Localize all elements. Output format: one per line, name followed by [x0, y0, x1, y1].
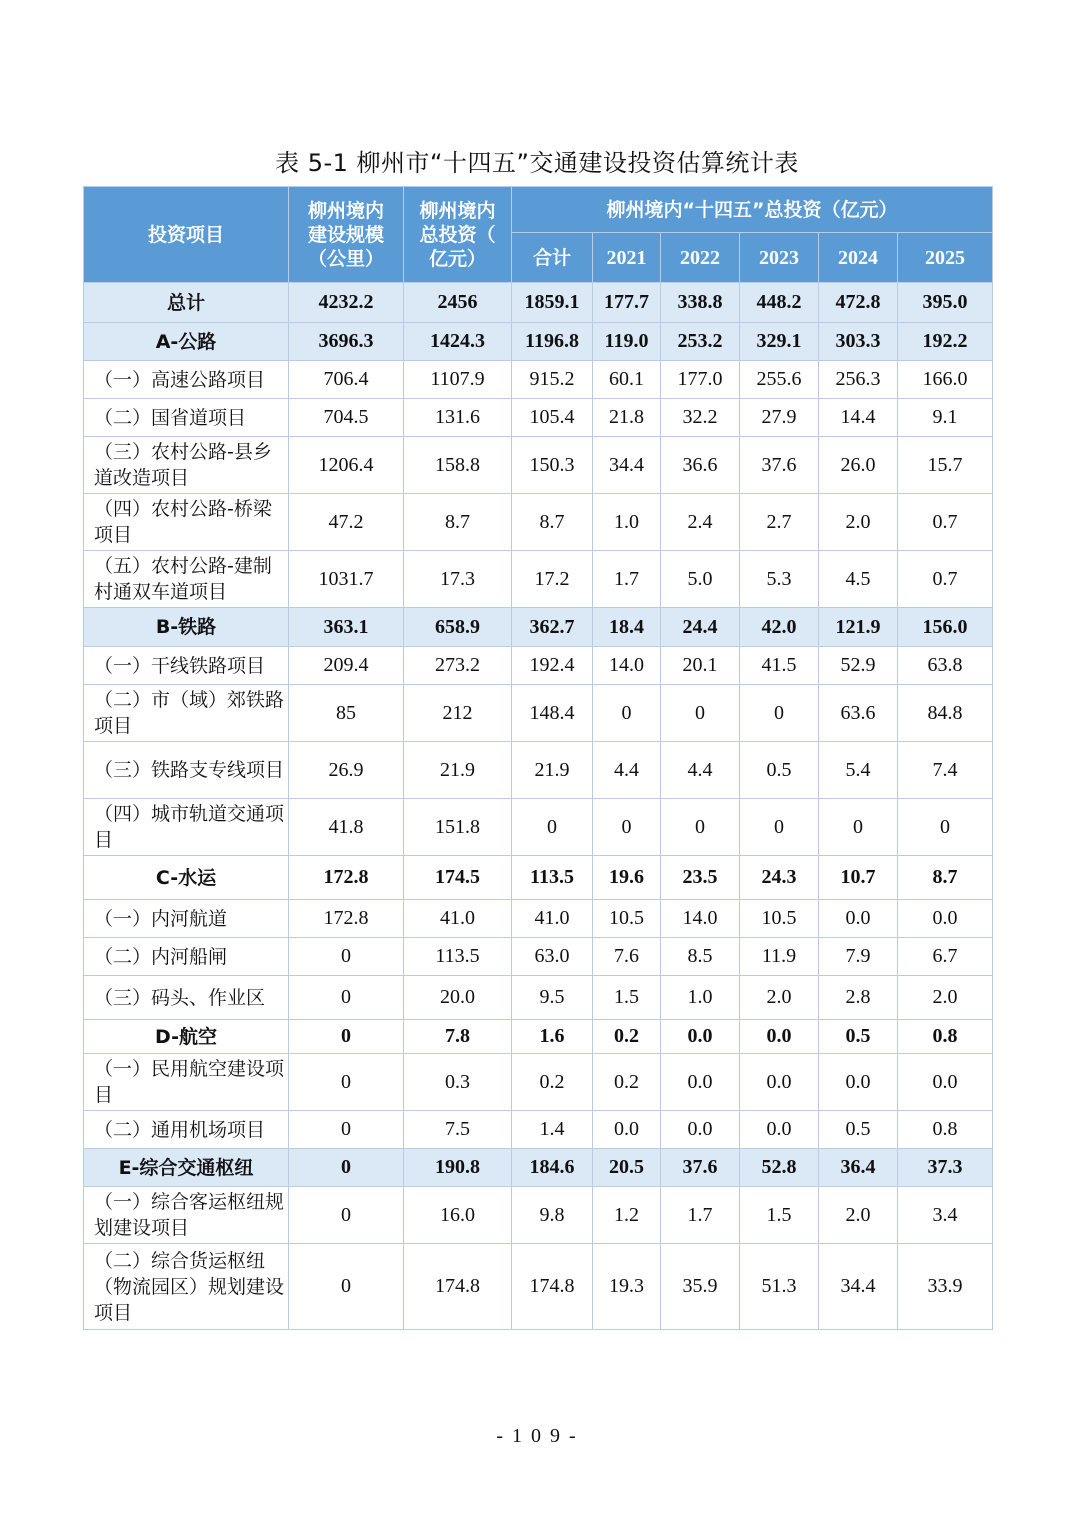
cell-scale: 363.1: [289, 608, 404, 647]
cell-y2025: 395.0: [898, 283, 993, 323]
cell-scale: 0: [289, 1054, 404, 1111]
cell-invest: 190.8: [404, 1149, 512, 1187]
cell-invest: 1424.3: [404, 323, 512, 361]
cell-scale: 706.4: [289, 361, 404, 399]
row-label: （四）农村公路-桥梁项目: [84, 494, 289, 551]
cell-scale: 26.9: [289, 742, 404, 799]
cell-invest: 21.9: [404, 742, 512, 799]
cell-y2022: 0: [661, 685, 740, 742]
cell-total: 0.2: [512, 1054, 593, 1111]
cell-scale: 85: [289, 685, 404, 742]
cell-y2022: 1.7: [661, 1187, 740, 1244]
cell-y2025: 156.0: [898, 608, 993, 647]
cell-y2022: 20.1: [661, 647, 740, 685]
header-group: 柳州境内“十四五”总投资（亿元）: [512, 187, 993, 233]
cell-total: 0: [512, 799, 593, 856]
cell-invest: 131.6: [404, 399, 512, 437]
cell-y2023: 42.0: [740, 608, 819, 647]
cell-y2023: 0: [740, 685, 819, 742]
row-label: （一）综合客运枢纽规划建设项目: [84, 1187, 289, 1244]
header-scale: 柳州境内 建设规模 （公里）: [289, 187, 404, 283]
cell-y2023: 52.8: [740, 1149, 819, 1187]
cell-invest: 113.5: [404, 938, 512, 976]
cell-invest: 41.0: [404, 900, 512, 938]
table-row: [84, 1149, 993, 1187]
cell-scale: 0: [289, 976, 404, 1020]
cell-invest: 7.5: [404, 1111, 512, 1149]
cell-y2024: 256.3: [819, 361, 898, 399]
cell-total: 63.0: [512, 938, 593, 976]
cell-y2025: 33.9: [898, 1244, 993, 1330]
cell-y2024: 2.0: [819, 1187, 898, 1244]
row-label: （二）国省道项目: [84, 399, 289, 437]
header-year: 2023: [740, 233, 819, 283]
cell-y2024: 14.4: [819, 399, 898, 437]
cell-y2022: 35.9: [661, 1244, 740, 1330]
cell-y2025: 0.0: [898, 1054, 993, 1111]
cell-invest: 17.3: [404, 551, 512, 608]
table-row: [84, 685, 993, 742]
cell-y2021: 14.0: [593, 647, 661, 685]
cell-total: 1859.1: [512, 283, 593, 323]
cell-y2025: 15.7: [898, 437, 993, 494]
cell-scale: 1031.7: [289, 551, 404, 608]
cell-y2023: 0: [740, 799, 819, 856]
row-label: 总计: [84, 283, 289, 323]
cell-y2024: 0.5: [819, 1020, 898, 1054]
cell-y2022: 5.0: [661, 551, 740, 608]
row-label: （五）农村公路-建制村通双车道项目: [84, 551, 289, 608]
cell-y2021: 1.0: [593, 494, 661, 551]
table-row: [84, 900, 993, 938]
row-label: （一）民用航空建设项目: [84, 1054, 289, 1111]
cell-y2025: 0: [898, 799, 993, 856]
cell-y2021: 18.4: [593, 608, 661, 647]
cell-y2025: 0.7: [898, 551, 993, 608]
cell-y2022: 14.0: [661, 900, 740, 938]
cell-y2021: 0.2: [593, 1054, 661, 1111]
row-label: E-综合交通枢纽: [84, 1149, 289, 1187]
cell-invest: 174.8: [404, 1244, 512, 1330]
cell-y2021: 1.7: [593, 551, 661, 608]
cell-total: 1196.8: [512, 323, 593, 361]
cell-total: 9.8: [512, 1187, 593, 1244]
table-row: [84, 361, 993, 399]
cell-y2022: 177.0: [661, 361, 740, 399]
cell-y2023: 0.5: [740, 742, 819, 799]
row-label: A-公路: [84, 323, 289, 361]
table-title: 表 5-1 柳州市“十四五”交通建设投资估算统计表: [275, 149, 799, 177]
row-label: C-水运: [84, 856, 289, 900]
cell-y2023: 41.5: [740, 647, 819, 685]
row-label: （三）铁路支专线项目: [84, 742, 289, 799]
cell-y2024: 26.0: [819, 437, 898, 494]
cell-y2021: 34.4: [593, 437, 661, 494]
table-row: [84, 1054, 993, 1111]
cell-y2022: 338.8: [661, 283, 740, 323]
cell-invest: 7.8: [404, 1020, 512, 1054]
header-invest: 柳州境内 总投资（ 亿元）: [404, 187, 512, 283]
cell-invest: 8.7: [404, 494, 512, 551]
table-row: [84, 437, 993, 494]
table-row: [84, 494, 993, 551]
cell-invest: 174.5: [404, 856, 512, 900]
header-project: 投资项目: [84, 187, 289, 283]
cell-y2021: 60.1: [593, 361, 661, 399]
investment-table: [83, 186, 993, 1330]
cell-total: 150.3: [512, 437, 593, 494]
table-row: [84, 608, 993, 647]
cell-y2023: 24.3: [740, 856, 819, 900]
cell-y2022: 8.5: [661, 938, 740, 976]
cell-y2023: 329.1: [740, 323, 819, 361]
cell-y2023: 51.3: [740, 1244, 819, 1330]
cell-y2024: 4.5: [819, 551, 898, 608]
cell-total: 21.9: [512, 742, 593, 799]
cell-y2024: 0: [819, 799, 898, 856]
row-label: （二）通用机场项目: [84, 1111, 289, 1149]
cell-y2024: 63.6: [819, 685, 898, 742]
row-label: （一）干线铁路项目: [84, 647, 289, 685]
cell-total: 9.5: [512, 976, 593, 1020]
cell-y2024: 303.3: [819, 323, 898, 361]
table-row: [84, 742, 993, 799]
cell-y2021: 0.0: [593, 1111, 661, 1149]
cell-y2023: 2.7: [740, 494, 819, 551]
cell-y2021: 19.6: [593, 856, 661, 900]
cell-y2021: 0: [593, 685, 661, 742]
cell-y2023: 27.9: [740, 399, 819, 437]
table-row: [84, 551, 993, 608]
cell-scale: 4232.2: [289, 283, 404, 323]
row-label: （二）市（域）郊铁路项目: [84, 685, 289, 742]
cell-scale: 41.8: [289, 799, 404, 856]
cell-y2025: 84.8: [898, 685, 993, 742]
cell-y2025: 8.7: [898, 856, 993, 900]
table-row: [84, 938, 993, 976]
cell-y2025: 0.8: [898, 1020, 993, 1054]
cell-total: 915.2: [512, 361, 593, 399]
cell-y2022: 0.0: [661, 1054, 740, 1111]
cell-y2024: 7.9: [819, 938, 898, 976]
cell-y2021: 10.5: [593, 900, 661, 938]
cell-y2024: 2.0: [819, 494, 898, 551]
cell-y2025: 166.0: [898, 361, 993, 399]
cell-y2021: 1.2: [593, 1187, 661, 1244]
cell-invest: 0.3: [404, 1054, 512, 1111]
cell-invest: 151.8: [404, 799, 512, 856]
row-label: D-航空: [84, 1020, 289, 1054]
cell-y2023: 11.9: [740, 938, 819, 976]
cell-y2022: 0: [661, 799, 740, 856]
cell-scale: 0: [289, 938, 404, 976]
cell-y2025: 2.0: [898, 976, 993, 1020]
cell-y2021: 7.6: [593, 938, 661, 976]
cell-y2023: 1.5: [740, 1187, 819, 1244]
row-label: （三）码头、作业区: [84, 976, 289, 1020]
cell-total: 192.4: [512, 647, 593, 685]
cell-y2022: 24.4: [661, 608, 740, 647]
header-total: 合计: [512, 233, 593, 283]
cell-y2024: 0.0: [819, 1054, 898, 1111]
cell-y2025: 6.7: [898, 938, 993, 976]
row-label: （三）农村公路-县乡道改造项目: [84, 437, 289, 494]
cell-scale: 0: [289, 1020, 404, 1054]
cell-y2022: 23.5: [661, 856, 740, 900]
cell-scale: 0: [289, 1187, 404, 1244]
cell-y2023: 448.2: [740, 283, 819, 323]
cell-y2024: 121.9: [819, 608, 898, 647]
row-label: （四）城市轨道交通项目: [84, 799, 289, 856]
cell-y2022: 32.2: [661, 399, 740, 437]
cell-y2025: 192.2: [898, 323, 993, 361]
cell-scale: 172.8: [289, 856, 404, 900]
cell-y2024: 52.9: [819, 647, 898, 685]
cell-y2023: 0.0: [740, 1054, 819, 1111]
cell-y2021: 19.3: [593, 1244, 661, 1330]
table-row: [84, 399, 993, 437]
cell-y2025: 3.4: [898, 1187, 993, 1244]
cell-y2023: 255.6: [740, 361, 819, 399]
cell-scale: 3696.3: [289, 323, 404, 361]
cell-scale: 47.2: [289, 494, 404, 551]
cell-y2022: 4.4: [661, 742, 740, 799]
cell-y2024: 0.0: [819, 900, 898, 938]
cell-total: 362.7: [512, 608, 593, 647]
row-label: （一）高速公路项目: [84, 361, 289, 399]
cell-y2024: 2.8: [819, 976, 898, 1020]
table-row: [84, 1111, 993, 1149]
page-number: - 1 0 9 -: [496, 1425, 578, 1447]
cell-total: 1.6: [512, 1020, 593, 1054]
cell-y2025: 9.1: [898, 399, 993, 437]
cell-y2021: 1.5: [593, 976, 661, 1020]
cell-y2024: 10.7: [819, 856, 898, 900]
cell-total: 1.4: [512, 1111, 593, 1149]
row-label: （二）内河船闸: [84, 938, 289, 976]
table-row: [84, 283, 993, 323]
cell-y2022: 37.6: [661, 1149, 740, 1187]
table-row: [84, 799, 993, 856]
row-label: （二）综合货运枢纽（物流园区）规划建设项目: [84, 1244, 289, 1330]
header-year: 2024: [819, 233, 898, 283]
table-row: [84, 1020, 993, 1054]
cell-y2023: 0.0: [740, 1020, 819, 1054]
table-row: [84, 647, 993, 685]
cell-total: 17.2: [512, 551, 593, 608]
cell-invest: 658.9: [404, 608, 512, 647]
cell-invest: 2456: [404, 283, 512, 323]
cell-y2022: 36.6: [661, 437, 740, 494]
cell-y2023: 37.6: [740, 437, 819, 494]
cell-y2021: 20.5: [593, 1149, 661, 1187]
header-year: 2025: [898, 233, 993, 283]
cell-y2023: 0.0: [740, 1111, 819, 1149]
cell-scale: 0: [289, 1111, 404, 1149]
cell-scale: 172.8: [289, 900, 404, 938]
cell-scale: 209.4: [289, 647, 404, 685]
cell-y2024: 5.4: [819, 742, 898, 799]
cell-y2021: 4.4: [593, 742, 661, 799]
cell-total: 174.8: [512, 1244, 593, 1330]
row-label: （一）内河航道: [84, 900, 289, 938]
cell-y2025: 37.3: [898, 1149, 993, 1187]
cell-y2024: 34.4: [819, 1244, 898, 1330]
table-body: [84, 283, 993, 1330]
table-row: [84, 1244, 993, 1330]
cell-y2021: 0: [593, 799, 661, 856]
cell-y2022: 0.0: [661, 1020, 740, 1054]
cell-scale: 0: [289, 1244, 404, 1330]
cell-invest: 16.0: [404, 1187, 512, 1244]
cell-total: 148.4: [512, 685, 593, 742]
cell-scale: 0: [289, 1149, 404, 1187]
table-row: [84, 1187, 993, 1244]
cell-y2024: 472.8: [819, 283, 898, 323]
cell-invest: 212: [404, 685, 512, 742]
cell-scale: 704.5: [289, 399, 404, 437]
cell-y2025: 0.8: [898, 1111, 993, 1149]
cell-y2021: 177.7: [593, 283, 661, 323]
cell-scale: 1206.4: [289, 437, 404, 494]
cell-y2022: 1.0: [661, 976, 740, 1020]
cell-invest: 273.2: [404, 647, 512, 685]
cell-y2025: 63.8: [898, 647, 993, 685]
row-label: B-铁路: [84, 608, 289, 647]
cell-y2024: 36.4: [819, 1149, 898, 1187]
cell-y2021: 21.8: [593, 399, 661, 437]
table-row: [84, 323, 993, 361]
table-row: [84, 856, 993, 900]
cell-y2023: 10.5: [740, 900, 819, 938]
cell-y2025: 7.4: [898, 742, 993, 799]
cell-y2023: 2.0: [740, 976, 819, 1020]
cell-invest: 158.8: [404, 437, 512, 494]
cell-total: 113.5: [512, 856, 593, 900]
cell-total: 41.0: [512, 900, 593, 938]
cell-y2025: 0.7: [898, 494, 993, 551]
cell-total: 105.4: [512, 399, 593, 437]
cell-y2024: 0.5: [819, 1111, 898, 1149]
cell-y2025: 0.0: [898, 900, 993, 938]
cell-total: 8.7: [512, 494, 593, 551]
cell-y2022: 2.4: [661, 494, 740, 551]
cell-total: 184.6: [512, 1149, 593, 1187]
cell-y2021: 119.0: [593, 323, 661, 361]
header-year: 2021: [593, 233, 661, 283]
cell-y2023: 5.3: [740, 551, 819, 608]
header-year: 2022: [661, 233, 740, 283]
cell-y2022: 253.2: [661, 323, 740, 361]
cell-invest: 20.0: [404, 976, 512, 1020]
cell-y2022: 0.0: [661, 1111, 740, 1149]
cell-invest: 1107.9: [404, 361, 512, 399]
cell-y2021: 0.2: [593, 1020, 661, 1054]
table-row: [84, 976, 993, 1020]
